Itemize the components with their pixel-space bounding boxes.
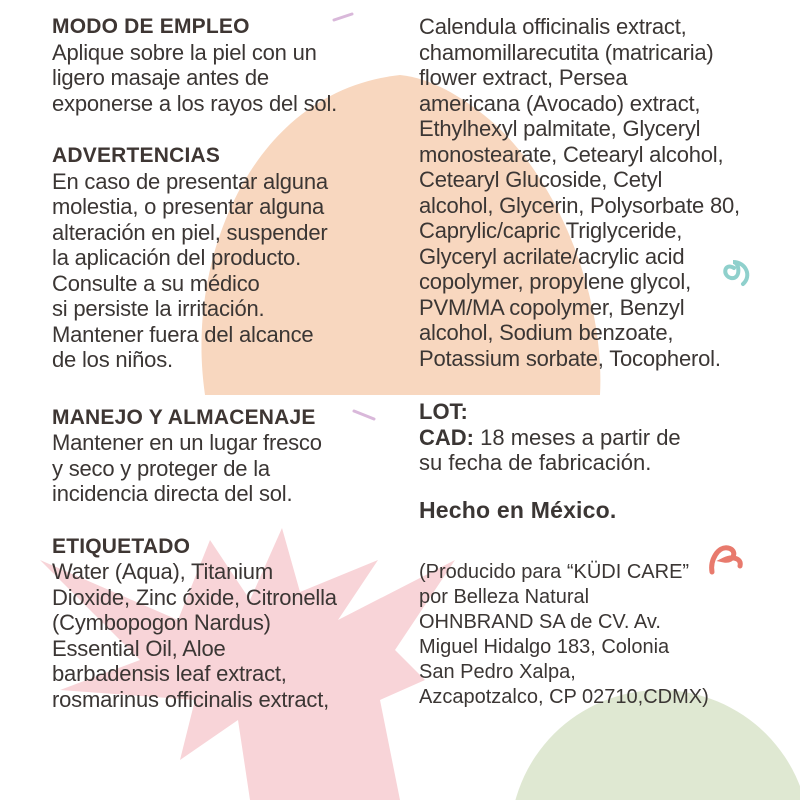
cad-line — [419, 425, 789, 476]
made-in-mexico: Hecho en México. — [419, 496, 617, 523]
text-manejo-almacenaje: Mantener en un lugar fresco y seco y proteger de la incidencia directa del sol. — [52, 430, 322, 506]
text-modo-de-empleo: Aplique sobre la piel con un ligero masaje antes de exponerse a los rayos del sol. — [52, 39, 338, 116]
left-column — [52, 14, 402, 712]
text-ingredients-continued: Calendula officinalis extract, chamomillarecutita (matricaria) flower extract, Persea americana (Avocado) extract, Ethylhexyl palmitate, Glyceryl monostearate, Cetearyl alcohol, Cetearyl Glucoside, Cetyl alcohol, Glycerin, Polysorbate 80, Caprylic/capric Triglyceride, Glyceryl acrilate/acrylic acid copolymer, propylene glycol, PVM/MA copolymer, Benzyl alcohol, Sodium benzoate, Potassium sorbate, Tocopherol. — [419, 14, 740, 371]
heading-etiquetado: ETIQUETADO — [52, 534, 191, 558]
lot-line — [419, 399, 789, 425]
heading-manejo-almacenaje: MANEJO Y ALMACENAJE — [52, 405, 316, 429]
heading-advertencias: ADVERTENCIAS — [52, 144, 221, 167]
cad-value: 18 meses a partir de su fecha de fabricación. — [419, 424, 681, 475]
cad-label: CAD: — [419, 424, 474, 450]
heading-modo-de-empleo: MODO DE EMPLEO — [52, 15, 250, 38]
lot-label: LOT: — [419, 399, 468, 424]
text-etiquetado: Water (Aqua), Titanium Dioxide, Zinc óxide, Citronella (Cymbopogon Nardus) Essential Oil, Aloe barbadensis leaf extract, rosmarinus officinalis extract, — [52, 559, 337, 712]
produced-by-text: (Producido para “KÜDI CARE” por Belleza Natural OHNBRAND SA de CV. Av. Miguel Hidalgo 183, Colonia San Pedro Xalpa, Azcapotzalco, CP 02710,CDMX) — [419, 560, 709, 708]
right-column — [419, 14, 789, 710]
text-advertencias: En caso de presentar alguna molestia, o presentar alguna alteración en piel, suspender la aplicación del producto. Consulte a su médico si persiste la irritación. Mantener fuera del alcance de los niños. — [52, 168, 328, 372]
